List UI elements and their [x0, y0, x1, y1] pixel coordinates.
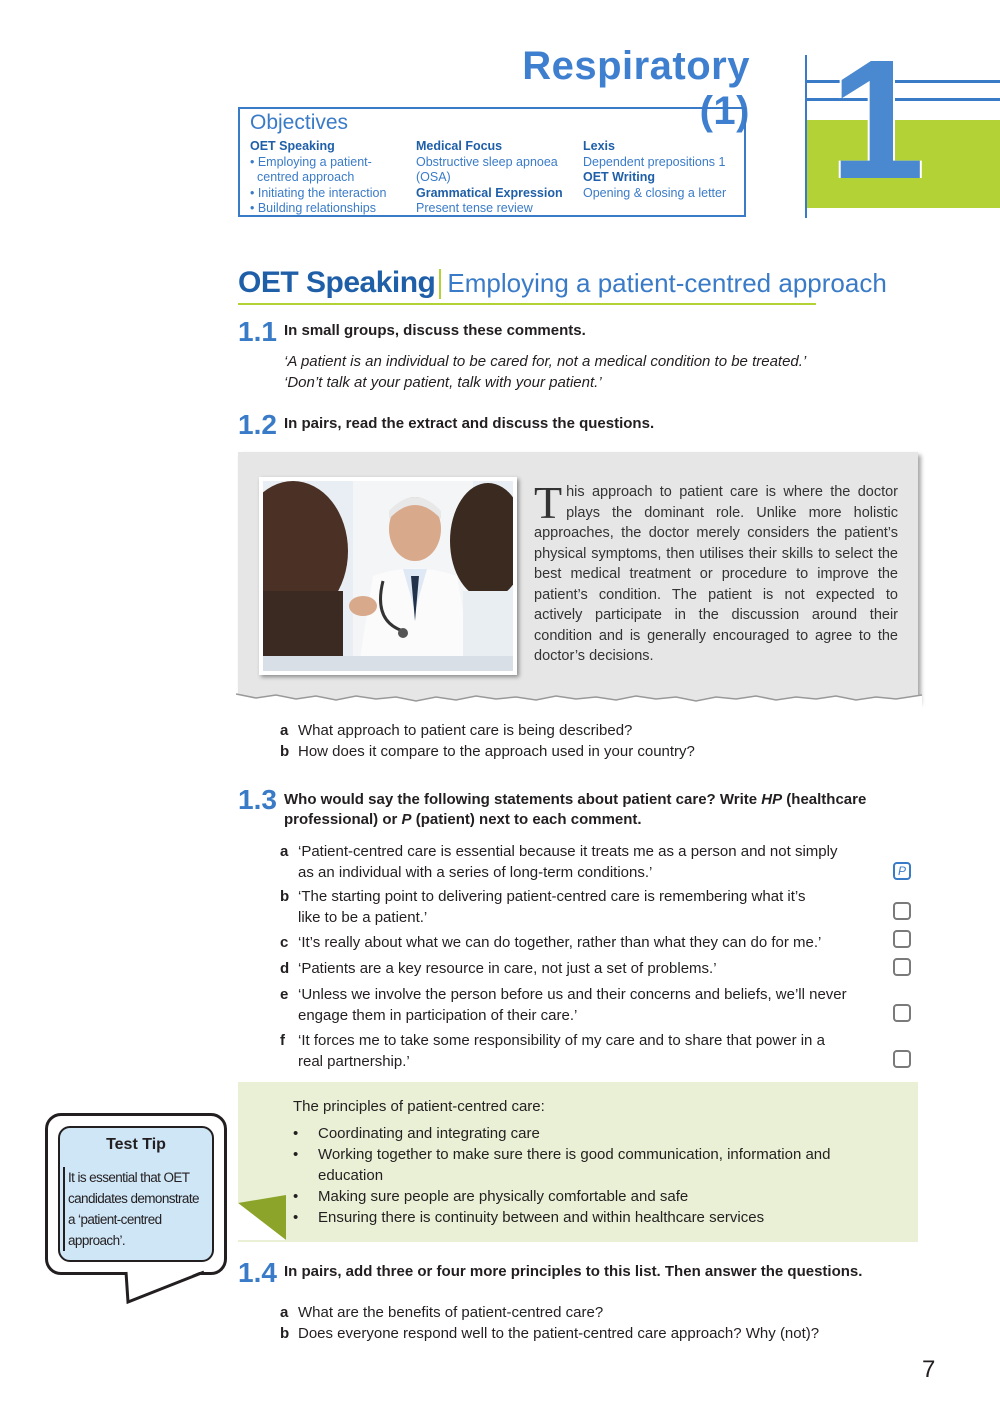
section-heading	[238, 266, 887, 300]
principle-item: • Coordinating and integrating care	[293, 1125, 540, 1142]
quote: ‘A patient is an individual to be cared for, not a medical condition to be treated.’	[284, 353, 807, 370]
objectives-column-2	[416, 139, 563, 217]
task-number: 1.2	[238, 409, 277, 440]
question-b: b Does everyone respond well to the patient-centred care approach? Why (not)?	[280, 1325, 820, 1342]
objective-heading: Lexis	[583, 139, 615, 153]
answer-box-f[interactable]	[893, 1050, 911, 1068]
objective-item: Obstructive sleep apnoea	[416, 154, 558, 169]
objective-item: Present tense review	[416, 201, 533, 215]
task-instruction: Who would say the following statements about patient care? Write HP (healthcare professional) or P (patient) next to each comment.	[284, 791, 867, 828]
objective-heading: OET Speaking	[250, 139, 335, 153]
objectives-column-1	[250, 139, 386, 217]
drop-cap: T	[534, 477, 563, 528]
test-tip-bubble-tail	[120, 1270, 210, 1306]
objective-item: • Employing a patient-	[250, 154, 372, 169]
extract-paragraph: his approach to patient care is where the doctor plays the dominant role. Unlike more holistic approaches, the doctor merely considers the patient’s physical symptoms, then utilises their skills to select the best medical treatment or procedure to improve the patient’s condition. The patient is not expected to actively participate in the discussion around their condition and is generally encouraged to agree to the doctor’s decisions.	[534, 484, 898, 664]
page-number: 7	[922, 1356, 936, 1383]
objective-item: (OSA)	[416, 170, 451, 184]
statement-a: a ‘Patient-centred care is essential because it treats me as a person and not simply as an individual with a series of long-term conditions.’	[280, 843, 838, 881]
principles-box	[238, 1082, 918, 1242]
task-number: 1.1	[238, 316, 277, 347]
answer-box-c[interactable]	[893, 930, 911, 948]
answer-box-a[interactable]: P	[893, 862, 911, 880]
task-number: 1.3	[238, 784, 277, 815]
principles-list	[293, 1123, 893, 1228]
question-b: b How does it compare to the approach used in your country?	[280, 743, 695, 760]
statement-c: c ‘It’s really about what we can do together, rather than what they can do for me.’	[280, 934, 822, 951]
doctor-consultation-photo	[259, 477, 517, 675]
section-underline	[238, 303, 816, 305]
task-instruction: In pairs, read the extract and discuss the questions.	[284, 415, 655, 432]
objective-item: • Initiating the interaction	[250, 185, 387, 200]
principle-item: • Ensuring there is continuity between and within healthcare services	[293, 1209, 765, 1226]
question-a: a What are the benefits of patient-centred care?	[280, 1304, 604, 1321]
extract-text	[534, 477, 898, 667]
principles-fold-corner	[238, 1195, 288, 1240]
principles-title: The principles of patient-centred care:	[293, 1098, 545, 1115]
objective-item: centred approach	[257, 170, 355, 184]
doctor-photo-illustration	[263, 481, 513, 671]
unit-number: 1	[830, 25, 925, 215]
principle-item: • Making sure people are physically comfortable and safe	[293, 1188, 689, 1205]
answer-box-d[interactable]	[893, 958, 911, 976]
objective-item: Dependent prepositions 1	[583, 154, 726, 169]
unit-title: Respiratory (1)	[522, 44, 750, 133]
statement-f: f ‘It forces me to take some responsibility of my care and to share that power in a real partnership.’	[280, 1032, 825, 1070]
extract-box	[238, 452, 918, 702]
answer-box-e[interactable]	[893, 1004, 911, 1022]
objective-item: Opening & closing a letter	[583, 185, 727, 200]
section-title: OET Speaking	[238, 266, 436, 299]
task-instruction: In pairs, add three or four more principles to this list. Then answer the questions.	[284, 1263, 863, 1280]
task-number: 1.4	[238, 1257, 277, 1288]
section-subtitle: Employing a patient-centred approach	[447, 268, 887, 298]
test-tip-text: It is essential that OET candidates demonstrate a ‘patient-centred approach’.	[63, 1167, 216, 1251]
objective-heading: Grammatical Expression	[416, 185, 563, 200]
objective-heading: Medical Focus	[416, 139, 503, 153]
objective-item: • Building relationships	[250, 201, 376, 215]
principle-item: • Working together to make sure there is good communication, information and	[293, 1146, 831, 1163]
statement-e: e ‘Unless we involve the person before us and their concerns and beliefs, we’ll never engage them in participation of their care.’	[280, 986, 847, 1024]
torn-paper-edge	[236, 690, 922, 712]
objectives-box	[238, 107, 746, 217]
unit-badge-divider	[805, 55, 807, 218]
statement-d: d ‘Patients are a key resource in care, not just a set of problems.’	[280, 960, 717, 977]
answer-box-b[interactable]	[893, 902, 911, 920]
test-tip-title: Test Tip	[106, 1136, 166, 1153]
task-instruction: In small groups, discuss these comments.	[284, 322, 586, 339]
statement-b: b ‘The starting point to delivering patient-centred care is remembering what it’s like to be a patient.’	[280, 888, 806, 926]
objectives-column-3	[583, 139, 726, 201]
objective-heading: OET Writing	[583, 170, 655, 184]
quote: ‘Don’t talk at your patient, talk with your patient.’	[284, 374, 602, 391]
section-separator	[439, 269, 441, 299]
objectives-title: Objectives	[250, 111, 349, 134]
principle-item-continuation: education	[318, 1167, 384, 1184]
question-a: a What approach to patient care is being described?	[280, 722, 633, 739]
